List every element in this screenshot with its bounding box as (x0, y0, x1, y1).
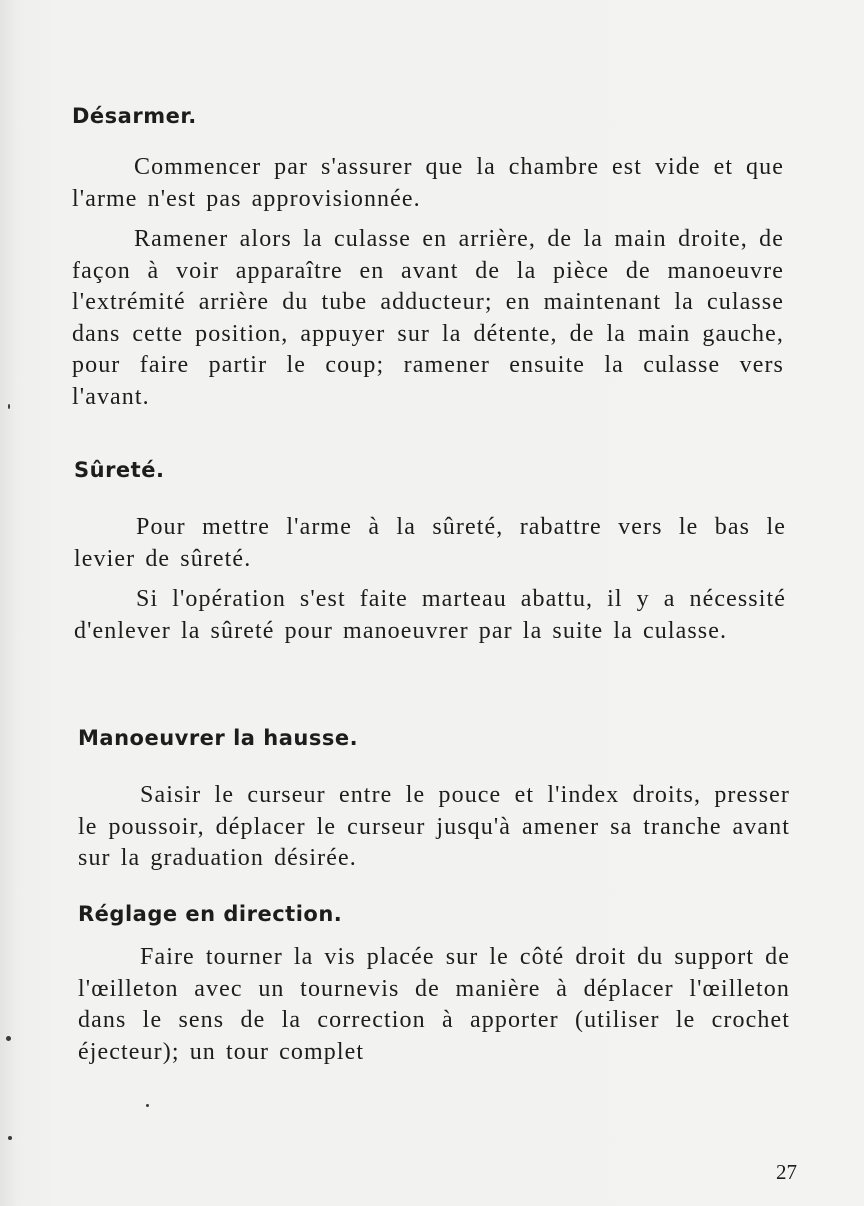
paragraph-text: Saisir le curseur entre le pouce et l'index droits, presser le poussoir, déplacer le curseur jusqu'à amener sa tranche avant sur la graduation désirée. (78, 782, 790, 871)
heading-reglage-direction: Réglage en direction. (78, 902, 343, 926)
paragraph-desarmer-1 (72, 152, 784, 215)
scan-speck (6, 1036, 11, 1041)
paragraph-text: Si l'opération s'est faite marteau abattu, il y a nécessité d'enlever la sûreté pour manoeuvrer par la suite la culasse. (74, 586, 786, 644)
paragraph-hausse-1 (78, 780, 790, 875)
scan-speck (146, 1104, 149, 1107)
paragraph-reglage-1 (78, 942, 790, 1068)
heading-desarmer: Désarmer. (72, 104, 197, 128)
heading-manoeuvrer-hausse: Manoeuvrer la hausse. (78, 726, 359, 750)
scan-speck (8, 1136, 12, 1140)
paragraph-text: Ramener alors la culasse en arrière, de la main droite, de façon à voir apparaître en avant de la pièce de manoeuvre l'extrémité arrière du tube adducteur; en maintenant la culasse dans cette position, appuyer sur la détente, de la main gauche, pour faire partir le coup; ramener ensuite la culasse vers l'avant. (72, 226, 784, 410)
paragraph-text: Commencer par s'assurer que la chambre est vide et que l'arme n'est pas approvisionnée. (72, 154, 784, 212)
page-number: 27 (776, 1160, 797, 1184)
paragraph-surete-2 (74, 584, 786, 647)
paragraph-text: Faire tourner la vis placée sur le côté droit du support de l'œilleton avec un tournevis de manière à déplacer l'œilleton dans le sens de la correction à apporter (utiliser le crochet éjecteur); un tour complet (78, 944, 790, 1065)
paragraph-text: Pour mettre l'arme à la sûreté, rabattre vers le bas le levier de sûreté. (74, 514, 786, 572)
scan-speck (8, 404, 10, 409)
paragraph-surete-1 (74, 512, 786, 575)
heading-surete: Sûreté. (74, 458, 165, 482)
paragraph-desarmer-2 (72, 224, 784, 413)
